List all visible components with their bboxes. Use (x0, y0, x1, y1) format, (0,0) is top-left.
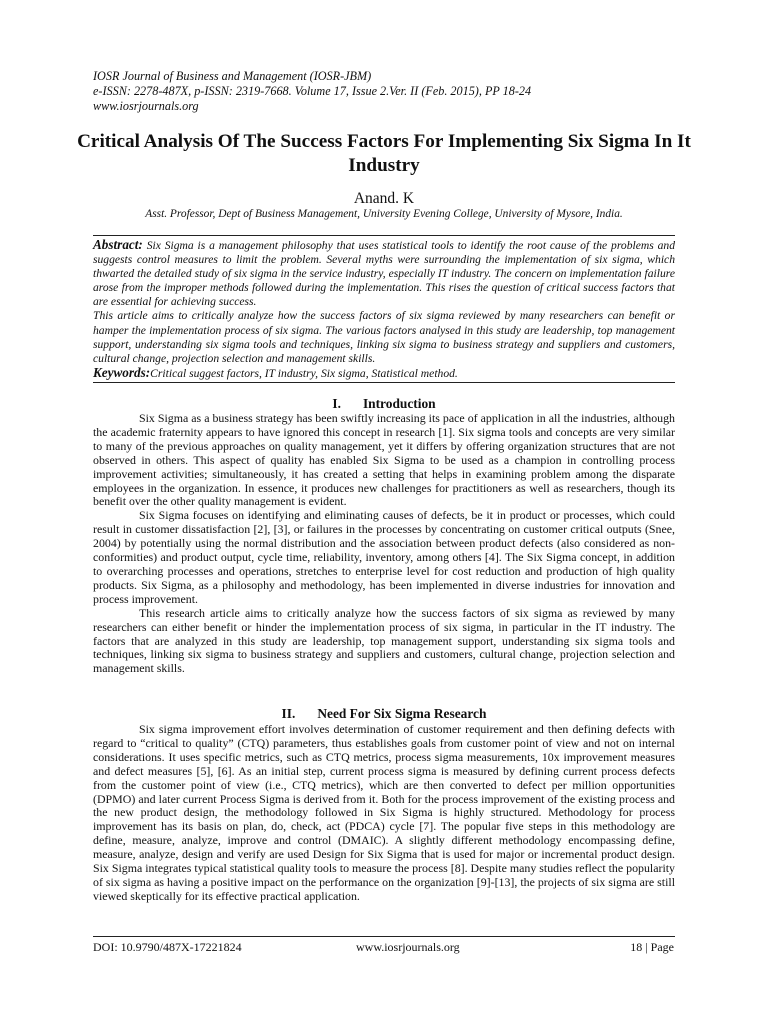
paper-affiliation: Asst. Professor, Dept of Business Management, University Evening College, University of Mysore, India. (145, 208, 623, 220)
section-1-body (93, 412, 675, 676)
section-2-number: II. (281, 706, 296, 721)
journal-issn: e-ISSN: 2278-487X, p-ISSN: 2319-7668. Volume 17, Issue 2.Ver. II (Feb. 2015), PP 18-24 (93, 84, 532, 99)
footer-url: www.iosrjournals.org (356, 940, 460, 954)
footer-page-number: 18 | Page (630, 940, 674, 954)
abstract-paragraph-2: This article aims to critically analyze how the success factors of six sigma reviewed by many researchers can benefit or hamper the implementation process of six sigma. The various factors analysed in this study are leadership, top management support, understanding six sigma tools and techniques, linking six sigma to business strategy and suppliers and customers, cultural change, projection selection and management skills. (93, 309, 675, 365)
paper-title: Critical Analysis Of The Success Factors For Implementing Six Sigma In It Industry (77, 131, 691, 176)
footer-doi: DOI: 10.9790/487X-17221824 (93, 940, 242, 954)
abstract-paragraph-1: Six Sigma is a management philosophy that uses statistical tools to identify the root cause of the problems and suggests control measures to limit the problem. Several myths were surrounding the implementation of six sigma, which thwarted the detailed study of six sigma in the service industry, especially IT industry. The concern on implementation failure arose from the improper methods followed during the implementation. This rises the question of critical success factors that are essential for achieving success. (93, 239, 675, 309)
journal-header (93, 69, 693, 115)
section-1-paragraph: This research article aims to critically analyze how the success factors of six sigma as reviewed by many researchers can either benefit or hinder the implementation process of six sigma, in particular in the IT industry. The factors that are analyzed in this study are leadership, top management support, understanding six sigma tools and techniques, linking six sigma to business strategy and suppliers and customers, cultural change, projection selection and management skills. (93, 605, 675, 676)
section-2-title: Need For Six Sigma Research (317, 706, 487, 721)
abstract-bottom-rule (93, 382, 675, 383)
keywords-text: Critical suggest factors, IT industry, Six sigma, Statistical method. (150, 367, 458, 380)
abstract-label: Abstract: (93, 237, 143, 252)
section-2-body (93, 723, 675, 904)
abstract-block (93, 238, 675, 366)
keywords-block (93, 366, 675, 381)
section-1-title: Introduction (362, 396, 436, 411)
footer-rule (93, 936, 675, 937)
paper-author: Anand. K (353, 190, 415, 207)
section-2-heading (93, 706, 675, 722)
section-1-paragraph: Six Sigma as a business strategy has been swiftly increasing its pace of application in all the industries, although the academic fraternity appears to have ignored this concept in research [1]. Six sigma tools and concepts are very similar to many of the previous approaches on quality management, yet it differs by offering organization structures that are not observed in others. This aspect of quality has enabled Six Sigma to be used as a champion in controlling process improvement activities; simultaneously, it has created a setting that helps in examining problem among the disparate employees in the organization. In essence, it produces new challenges for practitioners as well as researchers, though its benefit over the other quality management is evident. (93, 411, 675, 509)
keywords-label: Keywords: (93, 365, 151, 380)
section-1-paragraph: Six Sigma focuses on identifying and eliminating causes of defects, be it in product or processes, which could result in customer dissatisfaction [2], [3], or failures in the processes by concentrating on customer critical outputs (Snee, 2004) by potentially using the normal distribution and the association between product defects (also considered as non-conformities) and product output, cycle time, reliability, inventory, among others [4]. The Six Sigma concept, in addition to overarching processes and operations, stretches to enterprise level for cost reduction and production of high quality products. Six Sigma, as a philosophy and methodology, has been implemented in diverse industries for innovation and process improvement. (93, 508, 675, 606)
journal-url: www.iosrjournals.org (93, 99, 199, 114)
section-2-paragraph: Six sigma improvement effort involves determination of customer requirement and then defining defects with regard to “critical to quality” (CTQ) parameters, thus establishes goals from customer point of view and not on internal considerations. It uses specific metrics, such as CTQ metrics, process sigma measurements, 10x improvement measures and defect measures [5], [6]. As an initial step, current process sigma is measured by defining current process defects from the customer point of view (i.e., CTQ metrics), which are then converted to defect per million opportunities (DPMO) and later current Process Sigma is derived from it. Both for the process improvement of the existing process and the new product design, the methodology followed in Six Sigma is highly structured. Methodology for process improvement has its basis on plan, do, check, act (PDCA) cycle [7]. The popular five steps in this methodology are define, measure, analyze, improve and control (DMAIC). A slightly different methodology encompassing define, measure, analyze, design and verify are used Design for Six Sigma that is used for major or incremental product design. Six Sigma integrates typical statistical quality tools to measure the process [8]. Despite many studies reflect the popularity of six sigma as having a positive impact on the performance on the organization [9]-[13], the projects of six sigma are still viewed skeptically for its effective practical application. (93, 722, 675, 903)
abstract-top-rule (93, 235, 675, 236)
section-1-heading (93, 396, 675, 412)
section-1-number: I. (332, 396, 341, 411)
journal-name: IOSR Journal of Business and Management (IOSR-JBM) (93, 69, 372, 83)
